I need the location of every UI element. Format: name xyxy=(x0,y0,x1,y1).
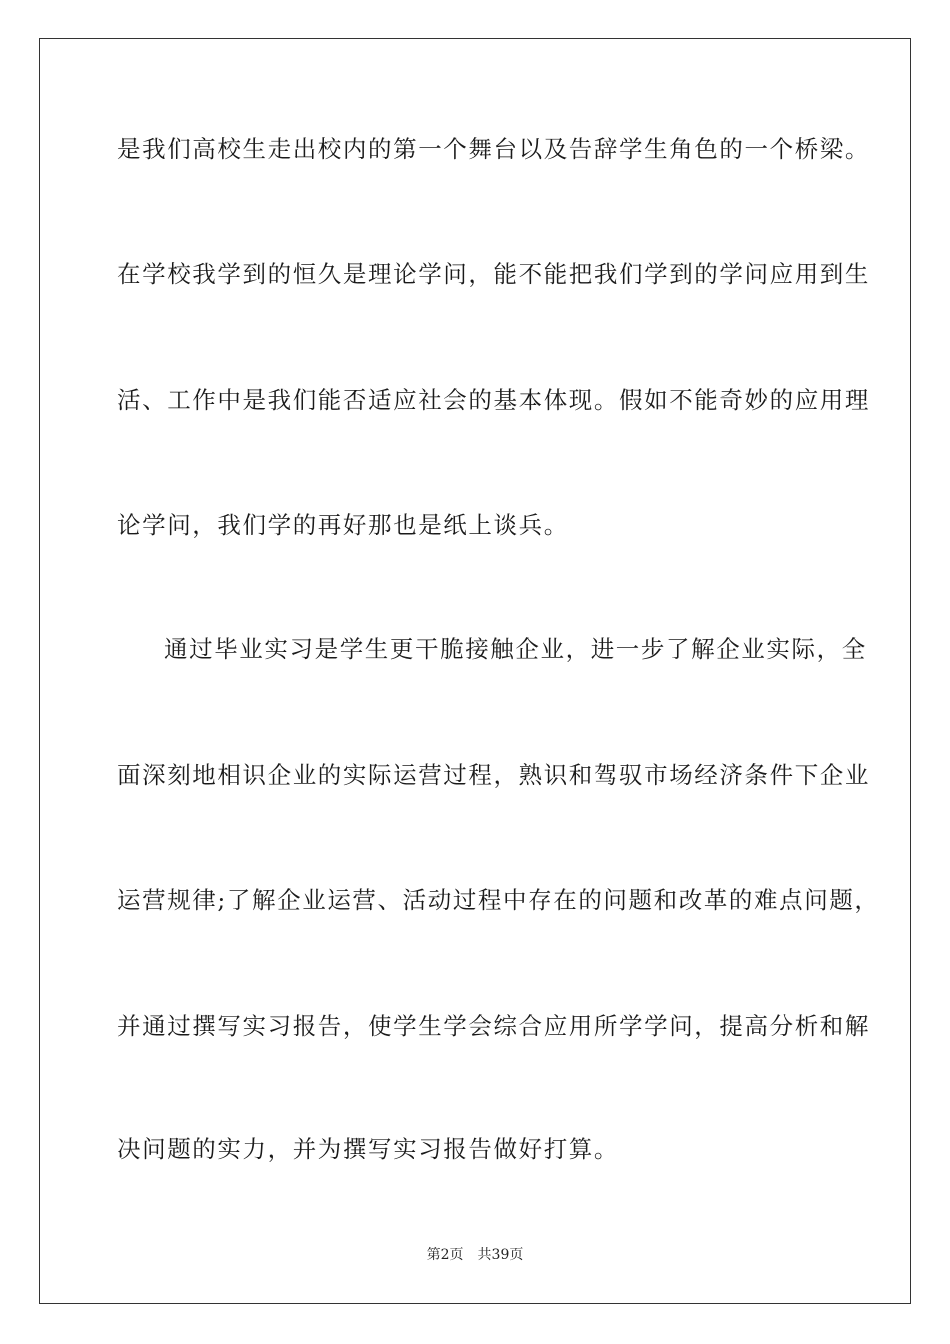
body-text-line-2: 在学校我学到的恒久是理论学问，能不能把我们学到的学问应用到生 xyxy=(117,260,870,288)
body-text-line-9: 决问题的实力，并为撰写实习报告做好打算。 xyxy=(117,1135,619,1163)
body-text-line-1: 是我们高校生走出校内的第一个舞台以及告辞学生角色的一个桥梁。 xyxy=(117,135,870,163)
page-footer xyxy=(0,1246,950,1264)
body-text-line-6: 面深刻地相识企业的实际运营过程，熟识和驾驭市场经济条件下企业 xyxy=(117,761,870,789)
page-border xyxy=(39,38,911,1304)
total-pages: 共39页 xyxy=(477,1247,524,1263)
body-text-line-8: 并通过撰写实习报告，使学生学会综合应用所学学问，提高分析和解 xyxy=(117,1012,870,1040)
body-text-line-4: 论学问，我们学的再好那也是纸上谈兵。 xyxy=(117,511,569,539)
page-number: 第2页 xyxy=(426,1247,464,1263)
body-text-line-7: 运营规律;了解企业运营、活动过程中存在的问题和改革的难点问题， xyxy=(117,886,880,914)
body-text-line-3: 活、工作中是我们能否适应社会的基本体现。假如不能奇妙的应用理 xyxy=(117,386,870,414)
body-text-line-5-paragraph-start: 通过毕业实习是学生更干脆接触企业，进一步了解企业实际，全 xyxy=(164,635,867,663)
